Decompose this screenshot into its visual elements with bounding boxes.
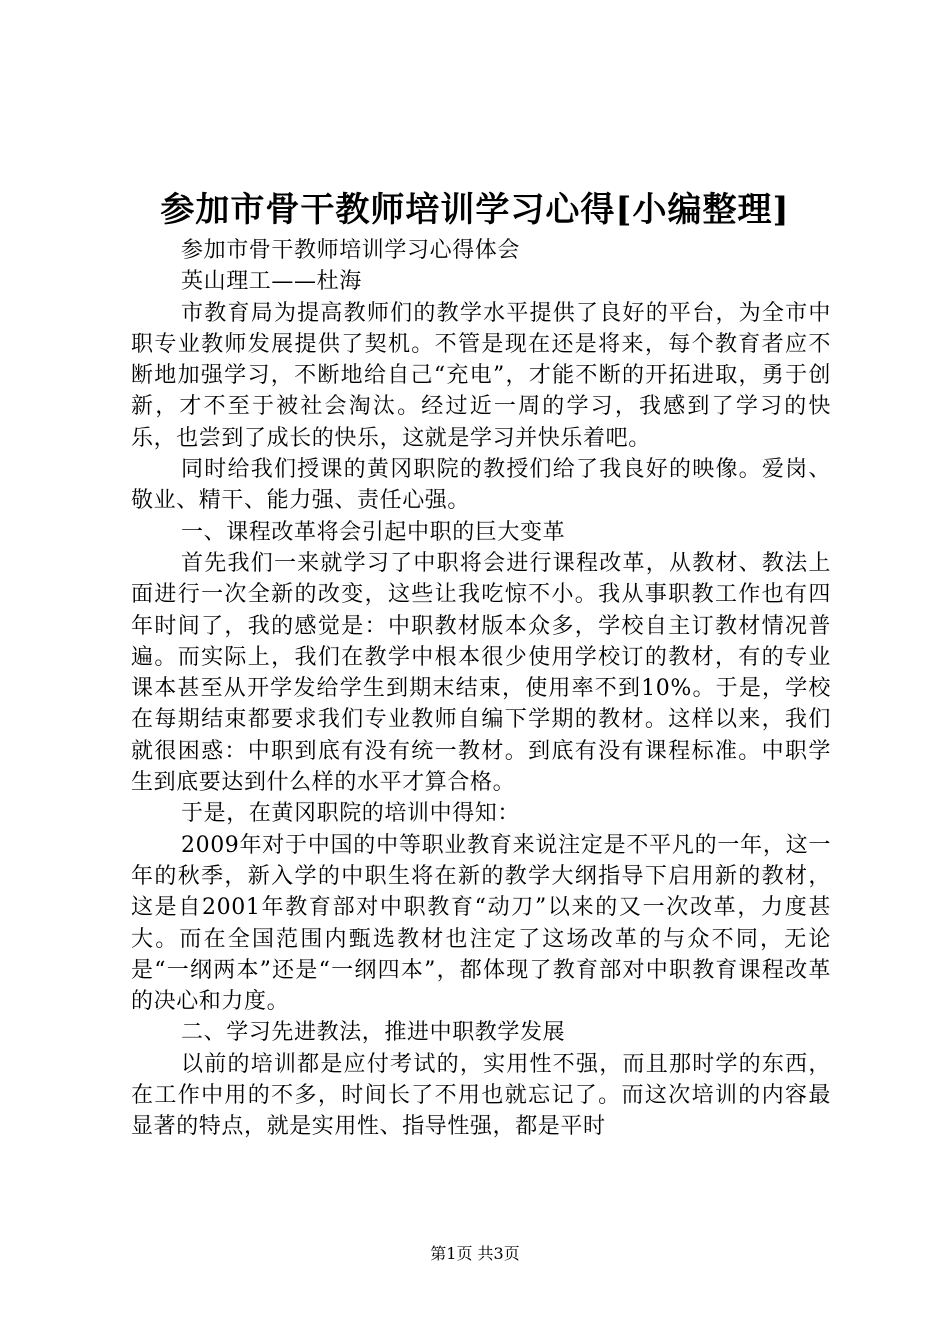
subtitle-paragraph: 参加市骨干教师培训学习心得体会 bbox=[181, 238, 521, 263]
document-title: 参加市骨干教师培训学习心得[小编整理] bbox=[160, 190, 790, 230]
author-line: 英山理工——杜海 bbox=[181, 269, 362, 295]
body-paragraph: 于是，在黄冈职院的培训中得知： bbox=[181, 801, 521, 827]
page-footer: 第1页 共3页 bbox=[430, 1244, 520, 1263]
body-paragraph: 2009年对于中国的中等职业教育来说注定是不平凡的一年，这一年的秋季，新入学的中职生将在新的教学大纲指导下启用新的教材，这是自2001年教育部对中职教育“动刀”以来的又一次改革，力度甚大。而在全国范围内甄选教材也注定了这场改革的与众不同，无论是“一纲两本”还是“一纲四本”，都体现了教育部对中职教育课程改革的决心和力度。 bbox=[131, 832, 831, 1015]
document-body bbox=[131, 235, 831, 1143]
body-paragraph: 以前的培训都是应付考试的，实用性不强，而且那时学的东西，在工作中用的不多，时间长了不用也就忘记了。而这次培训的内容最显著的特点，就是实用性、指导性强，都是平时 bbox=[131, 1051, 831, 1140]
body-paragraph: 同时给我们授课的黄冈职院的教授们给了我良好的映像。爱岗、敬业、精干、能力强、责任心强。 bbox=[131, 457, 831, 514]
section-heading: 一、课程改革将会引起中职的巨大变革 bbox=[181, 519, 566, 545]
body-paragraph: 市教育局为提高教师们的教学水平提供了良好的平台，为全市中职专业教师发展提供了契机。不管是现在还是将来，每个教育者应不断地加强学习，不断地给自己“充电”，才能不断的开拓进取，勇于创新，才不至于被社会淘汰。经过近一周的学习，我感到了学习的快乐，也尝到了成长的快乐，这就是学习并快乐着吧。 bbox=[131, 300, 831, 451]
section-heading: 二、学习先进教法，推进中职教学发展 bbox=[181, 1020, 566, 1046]
body-paragraph: 首先我们一来就学习了中职将会进行课程改革，从教材、教法上面进行一次全新的改变，这些让我吃惊不小。我从事职教工作也有四年时间了，我的感觉是：中职教材版本众多，学校自主订教材情况普遍。而实际上，我们在教学中根本很少使用学校订的教材，有的专业课本甚至从开学发给学生到期末结束，使用率不到10%。于是，学校在每期结束都要求我们专业教师自编下学期的教材。这样以来，我们就很困惑：中职到底有没有统一教材。到底有没有课程标准。中职学生到底要达到什么样的水平才算合格。 bbox=[131, 550, 831, 796]
